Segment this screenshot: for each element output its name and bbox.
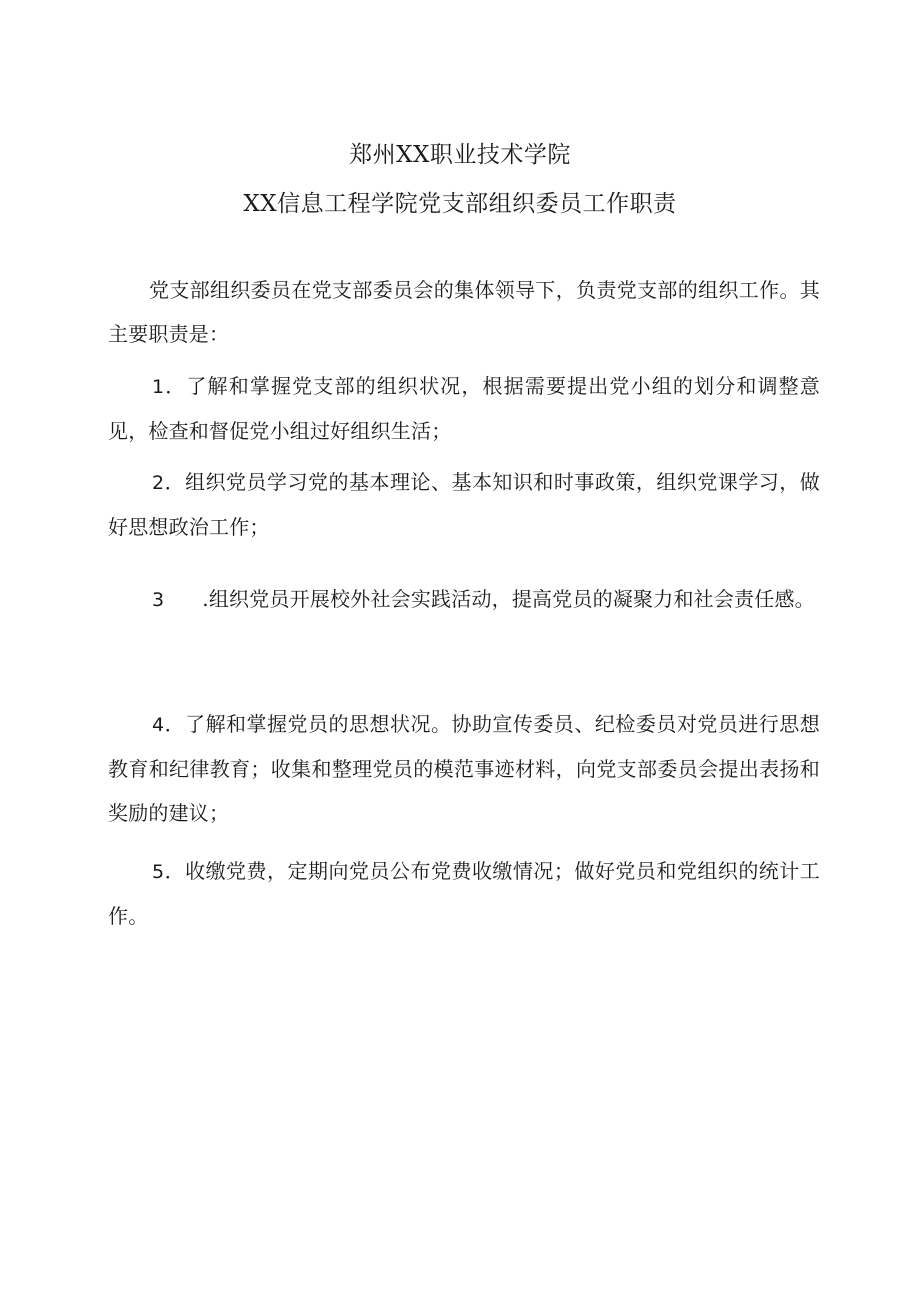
- duty-text-1: ．了解和掌握党支部的组织状况，根据需要提出党小组的划分和调整意见，检查和督促党小组过好组织生活；: [108, 374, 820, 443]
- document-title: 郑州XX职业技术学院: [349, 142, 571, 168]
- duty-item-3: [108, 568, 820, 631]
- duty-item-5: [108, 849, 820, 938]
- duty-text-5: ．收缴党费，定期向党员公布党费收缴情况；做好党员和党组织的统计工作。: [108, 859, 820, 928]
- duty-number-3: 3: [152, 589, 165, 611]
- duty-item-1: [108, 364, 820, 453]
- duty-item-4: [108, 702, 820, 835]
- intro-paragraph: 党支部组织委员在党支部委员会的集体领导下，负责党支部的组织工作。其主要职责是：: [108, 278, 820, 346]
- duty-item-2: [108, 460, 820, 549]
- duty-text-3: .组织党员开展校外社会实践活动，提高党员的凝聚力和社会责任感。: [202, 587, 815, 611]
- duty-number-4: 4: [152, 714, 165, 736]
- duty-number-1: 1: [152, 376, 165, 398]
- duty-text-4: ．了解和掌握党员的思想状况。协助宣传委员、纪检委员对党员进行思想教育和纪律教育；收集和整理党员的模范事迹材料，向党支部委员会提出表扬和奖励的建议；: [108, 712, 820, 825]
- document-subtitle: XX信息工程学院党支部组织委员工作职责: [243, 191, 677, 217]
- duty-text-2: ．组织党员学习党的基本理论、基本知识和时事政策，组织党课学习，做好思想政治工作；: [108, 470, 820, 539]
- duty-number-5: 5: [152, 861, 165, 883]
- duty-number-2: 2: [152, 472, 165, 494]
